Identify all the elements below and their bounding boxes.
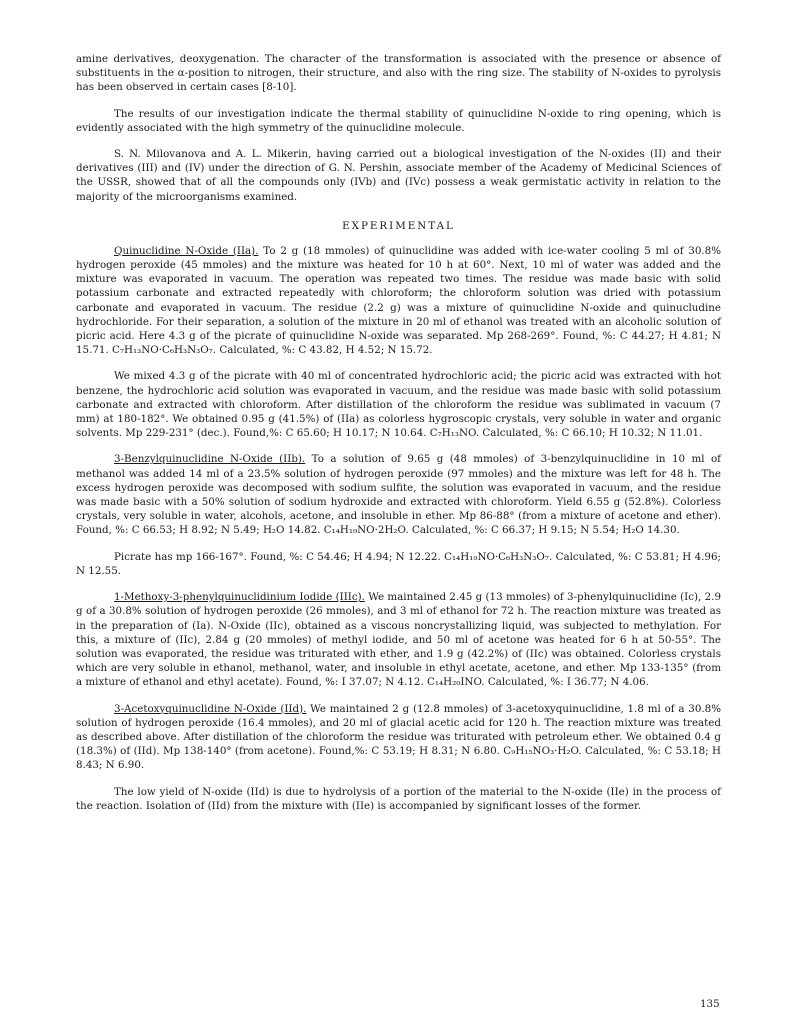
section-text: To a solution of 9.65 g (48 mmoles) of 3-benzylquinuclidine in 10 ml of methanol was added 14 ml of a 23.5% solution of hydrogen peroxide (97 mmoles) and the mixture was left for 48 h. The excess hydrogen peroxide was decomposed with sodium sulfite, the solution was evaporated in vacuum, and the residue was made basic with a 50% solution of sodium hydroxide and extracted with chloroform. Yield 6.55 g (52.8%). Colorless crystals, very soluble in water, alcohols, acetone, and insoluble in ether. Mp 86-88° (from a mixture of acetone and ether). Found, %: C 66.53; H 8.92; N 5.49; H₂O 14.82. C₁₄H₁₉NO·2H₂O. Calculated, %: C 66.37; H 9.15; N 5.54; H₂O 14.30. xyxy=(76,453,721,537)
section-title: 3-Benzylquinuclidine N-Oxide (IIb). xyxy=(114,453,306,466)
intro-paragraph-1: amine derivatives, deoxygenation. The character of the transformation is associated with the presence or absence of substituents in the α-position to nitrogen, their structure, and also with the ring size. The stability of N-oxides to pyrolysis has been observed in certain cases [8-10]. xyxy=(76,53,721,94)
section-paragraph xyxy=(76,590,721,689)
page-number: 135 xyxy=(700,998,720,1010)
section-text: Picrate has mp 166-167°. Found, %: C 54.46; H 4.94; N 12.22. C₁₄H₁₉NO·C₆H₃N₃O₇. Calculated, %: C 53.81; H 4.96; N 12.55. xyxy=(76,550,721,577)
section-title: Quinuclidine N-Oxide (IIa). xyxy=(114,244,259,257)
section-paragraph xyxy=(76,452,721,537)
page-body xyxy=(76,52,721,825)
section-title: 1-Methoxy-3-phenylquinuclidinium Iodide (IIIc). xyxy=(114,591,365,604)
experimental-heading: EXPERIMENTAL xyxy=(342,219,455,232)
section-text: We mixed 4.3 g of the picrate with 40 ml of concentrated hydrochloric acid; the picric acid was extracted with hot benzene, the hydrochloric acid solution was evaporated in vacuum, and the residue was made basic with solid potassium carbonate and extracted with chloroform. After distillation of the chloroform the residue was sublimated in vacuum (7 mm) at 180-182°. We obtained 0.95 g (41.5%) of (IIa) as colorless hygroscopic crystals, very soluble in water and organic solvents. Mp 229-231° (dec.). Found,%: C 65.60; H 10.17; N 10.64. C₇H₁₃NO. Calculated, %: C 66.10; H 10.32; N 11.01. xyxy=(76,370,721,440)
intro-paragraph-3: S. N. Milovanova and A. L. Mikerin, having carried out a biological investigation of the N-oxides (II) and their derivatives (III) and (IV) under the direction of G. N. Pershin, associate member of the Academy of Medicinal Sciences of the USSR, showed that of all the compounds only (IVb) and (IVc) possess a weak germistatic activity in relation to the majority of the microorganisms examined. xyxy=(76,148,721,203)
section-paragraph xyxy=(76,244,721,358)
section-title: 3-Acetoxyquinuclidine N-Oxide (IId). xyxy=(114,702,307,715)
section-paragraph xyxy=(76,369,721,440)
intro-paragraph-2: The results of our investigation indicate the thermal stability of quinuclidine N-oxide to ring opening, which is evidently associated with the high symmetry of the quinuclidine molecule. xyxy=(76,107,721,134)
section-text: The low yield of N-oxide (IId) is due to hydrolysis of a portion of the material to the N-oxide (IIe) in the process of the reaction. Isolation of (IId) from the mixture with (IIe) is accompanied by significant losses of the former. xyxy=(76,785,721,812)
section-text: To 2 g (18 mmoles) of quinuclidine was added with ice-water cooling 5 ml of 30.8% hydrogen peroxide (45 mmoles) and the mixture was heated for 10 h at 60°. Next, 10 ml of water was added and the mixture was evaporated in vacuum. The operation was repeated two times. The residue was made basic with solid potassium carbonate and extracted repeatedly with chloroform; the chloroform solution was dried with potassium carbonate and evaporated in vacuum. The residue (2.2 g) was a mixture of quinuclidine N-oxide and quinucludine hydrochloride. For their separation, a solution of the mixture in 20 ml of ethanol was treated with an alcoholic solution of picric acid. Here 4.3 g of the picrate of quinuclidine N-oxide was separated. Mp 268-269°. Found, %: C 44.27; H 4.81; N 15.71. C₇H₁₃NO·C₆H₃N₃O₇. Calculated, %: C 43.82, H 4.52; N 15.72. xyxy=(76,244,722,357)
section-text: We maintained 2 g (12.8 mmoles) of 3-acetoxyquinuclidine, 1.8 ml of a 30.8% solution of hydrogen peroxide (16.4 mmoles), and 20 ml of glacial acetic acid for 120 h. The reaction mixture was treated as described above. After distillation of the chloroform the residue was triturated with petroleum ether. We obtained 0.4 g (18.3%) of (IId). Mp 138-140° (from acetone). Found,%: C 53.19; H 8.31; N 6.80. C₉H₁₅NO₃·H₂O. Calculated, %: C 53.18; H 8.43; N 6.90. xyxy=(76,702,722,772)
section-text: We maintained 2.45 g (13 mmoles) of 3-phenylquinuclidine (Ic), 2.9 g of a 30.8% solution of hydrogen peroxide (26 mmoles), and 3 ml of ethanol for 72 h. The reaction mixture was treated as in the preparation of (Ia). N-Oxide (IIc), obtained as a viscous noncrystallizing liquid, was subjected to methylation. For this, a mixture of (IIc), 2.84 g (20 mmoles) of methyl iodide, and 50 ml of acetone was heated for 6 h at 50-55°. The solution was evaporated, the residue was triturated with ether, and 1.9 g (42.2%) of (IIc) was obtained. Colorless crystals which are very soluble in ethanol, methanol, water, and insoluble in ethyl acetate, acetone, and ether. Mp 133-135° (from a mixture of ethanol and ethyl acetate). Found, %: I 37.07; N 4.12. C₁₄H₂₀INO. Calculated, %: I 36.77; N 4.06. xyxy=(76,591,721,689)
section-paragraph xyxy=(76,702,721,773)
section-paragraph xyxy=(76,785,721,813)
section-paragraph xyxy=(76,550,721,578)
